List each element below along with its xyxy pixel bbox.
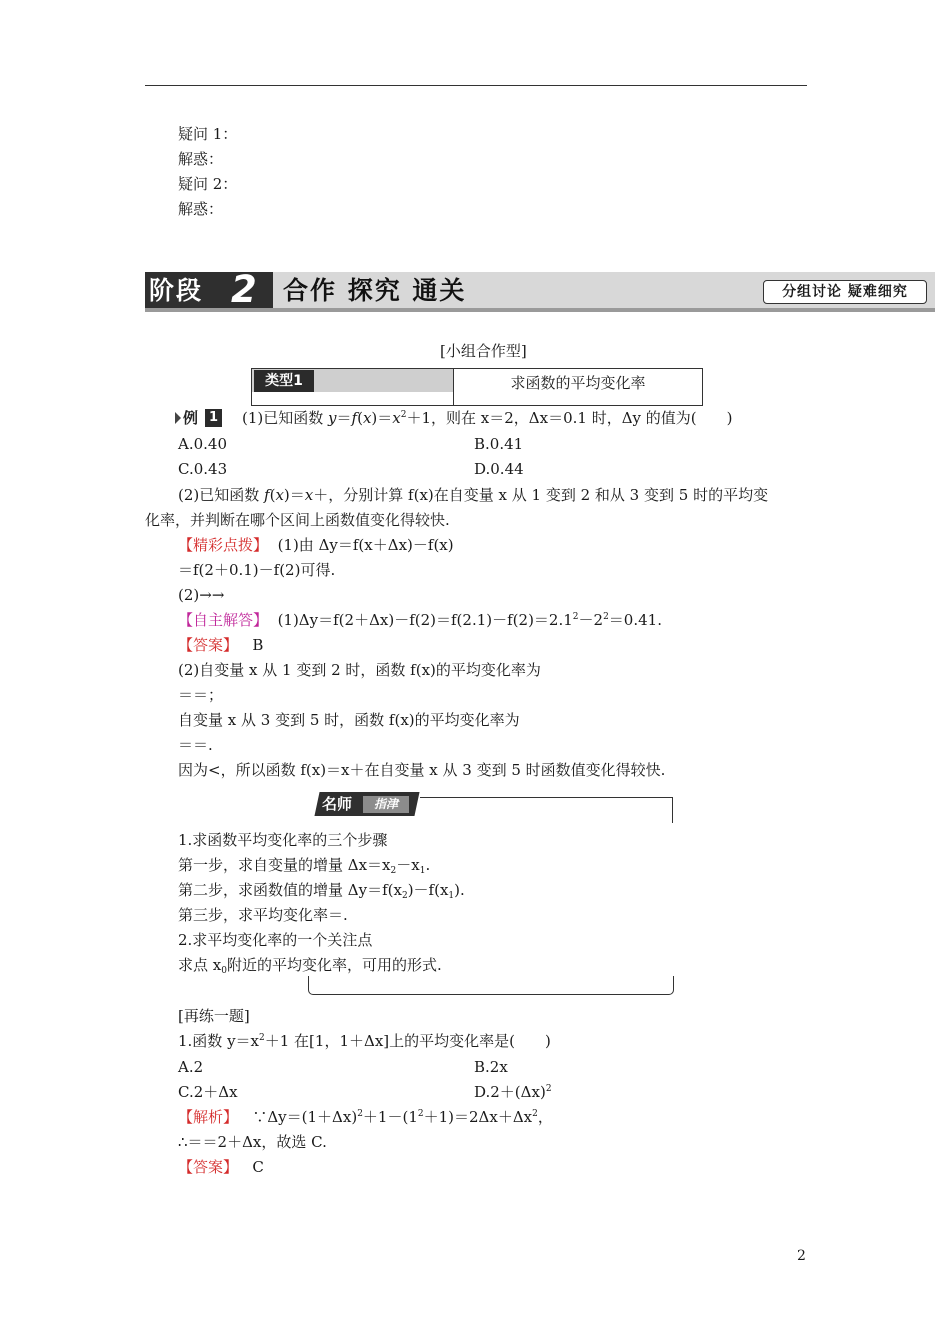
hint-line-1 [178,535,454,555]
solution-text-c: ＝0.41. [608,611,662,629]
tips-l3-b: )－f(x [407,881,449,899]
type-title: 求函数的平均变化率 [510,374,646,392]
tips-line-4: 第三步，求平均变化率＝. [178,906,348,924]
tips-top-line [420,797,673,798]
tips-l6-b: 附近的平均变化率，可用的形式. [226,956,442,974]
example-number: 1 [205,409,222,427]
hint-tag: 【精彩点拨】 [178,536,269,554]
q2-rest: ，分别计算 f(x)在自变量 x 从 1 变到 2 和从 3 变到 5 时的平均变 [328,486,769,504]
tips-l3-sub2: 1 [448,891,455,901]
analysis-tag: 【解析】 [178,1108,239,1126]
example-question-2: (2)已知函数 f(x)＝x＋，分别计算 f(x)在自变量 x 从 1 变到 2 和从 3 变到 5 时的平均变 [178,486,769,504]
banner-title: 合作 探究 通关 [283,276,467,305]
type-label: 类型1 [254,370,314,392]
solution-p2-line-3: 自变量 x 从 3 变到 5 时，函数 f(x)的平均变化率为 [178,711,520,729]
analysis-line [178,1107,553,1127]
tips-l2-sub2: 1 [419,866,426,876]
stage-banner [145,268,935,312]
question-2-label: 疑问 2： [178,175,238,193]
banner-underline [145,308,935,312]
tips-l3-a: 第二步，求函数值的增量 Δy＝f(x [178,881,402,899]
practice-option-a: A.2 [178,1058,204,1076]
analysis-d: ， [537,1108,553,1126]
tips-l3-sub1: 2 [401,891,408,901]
solution-text-a: (1)Δy＝f(2＋Δx)－f(2)＝f(2.1)－f(2)＝2.1 [277,611,573,629]
analysis-sup-1: 2 [357,1109,363,1119]
answer-1: B [252,636,264,654]
tips-l2-b: －x [396,856,420,874]
banner-stage-number: 2 [231,268,257,311]
analysis-a: ∵Δy＝(1＋Δx) [252,1108,358,1126]
tips-l6-sub: 0 [221,966,227,976]
practice-heading: [再练一题] [178,1007,250,1025]
practice-q-sup: 2 [259,1033,265,1043]
tips-title: 名师 [322,795,353,813]
solution-p2-line-2: ＝＝； [178,686,224,704]
hint-line-3: (2)→→ [178,586,225,604]
example-question-2-line2: 化率，并判断在哪个区间上函数值变化得较快. [145,511,450,529]
banner-badge: 分组讨论 疑难细究 [763,280,927,304]
solution-tag: 【自主解答】 [178,611,269,629]
practice-option-d-text: D.2＋(Δx) [474,1083,546,1101]
answer-line-2 [178,1157,264,1177]
q2-prefix: (2)已知函数 [178,486,265,504]
tips-l2-c: . [425,856,431,874]
tips-line-6 [178,955,442,975]
answer-2: C [252,1158,264,1176]
banner-stage-label: 阶段 [149,276,204,305]
solution-sup-2: 2 [603,612,609,622]
tips-l2-sub1: 2 [390,866,397,876]
tips-l2-a: 第一步，求自变量的增量 Δx＝x [178,856,391,874]
analysis-sup-2: 2 [417,1109,424,1119]
answer-2-label: 解惑： [178,200,224,218]
solution-line-1 [178,610,662,630]
practice-q-a: 1.函数 y＝x [178,1032,260,1050]
solution-p2-line-4: ＝＝. [178,736,213,754]
q1-rest: ，则在 x＝2，Δx＝0.1 时，Δy 的值为( ) [431,409,733,427]
triangle-icon [175,412,181,424]
tips-top-right-line [672,797,673,823]
option-c: C.0.43 [178,460,228,478]
option-a: A.0.40 [178,435,227,453]
example-word: 例 [183,409,199,427]
tips-badge: 指津 [363,796,409,813]
practice-q-b: ＋1 在[1，1＋Δx]上的平均变化率是( ) [264,1032,551,1050]
tips-bottom-bracket [308,976,674,995]
hint-line-2: ＝f(2＋0.1)－f(2)可得. [178,561,336,579]
analysis-b: ＋1－(1 [362,1108,418,1126]
solution-p2-line-1: (2)自变量 x 从 1 变到 2 时，函数 f(x)的平均变化率为 [178,661,541,679]
analysis-sup-3: 2 [532,1109,538,1119]
example-question-1: (1)已知函数 $y=f(x)=x^2+1$，则在 x＝2，Δx＝0.1 时，Δy 的值为( ) [242,409,733,427]
answer-1-label: 解惑： [178,150,224,168]
analysis-c: ＋1)＝2Δx＋Δx [423,1108,533,1126]
practice-question [178,1031,551,1051]
tips-l6-a: 求点 x [178,956,222,974]
therefore-line: ∴＝＝2＋Δx，故选 C. [178,1133,327,1151]
solution-sup-1: 2 [572,612,579,622]
type-box [251,368,703,406]
page-number: 2 [797,1248,806,1264]
solution-text-b: －2 [578,611,604,629]
option-d: D.0.44 [474,460,524,478]
tips-l3-c: ). [454,881,465,899]
answer-tag-2: 【答案】 [178,1158,239,1176]
option-b: B.0.41 [474,435,524,453]
tips-line-2 [178,855,430,875]
practice-option-d [474,1082,552,1102]
answer-tag-1: 【答案】 [178,636,239,654]
tips-line-5: 2.求平均变化率的一个关注点 [178,931,373,949]
solution-p2-line-5: 因为<，所以函数 f(x)＝x＋在自变量 x 从 3 变到 5 时函数值变化得较快. [178,761,666,779]
q1-prefix: (1)已知函数 [242,409,329,427]
hint-text-1: (1)由 Δy＝f(x＋Δx)－f(x) [277,536,454,554]
group-label: [小组合作型] [440,342,527,360]
answer-line-1 [178,635,263,655]
practice-option-c: C.2＋Δx [178,1083,238,1101]
tips-line-1: 1.求函数平均变化率的三个步骤 [178,831,388,849]
practice-option-d-sup: 2 [545,1084,552,1094]
question-1-label: 疑问 1： [178,125,238,143]
tips-line-3 [178,880,465,900]
practice-option-b: B.2x [474,1058,508,1076]
header-rule [145,85,807,86]
